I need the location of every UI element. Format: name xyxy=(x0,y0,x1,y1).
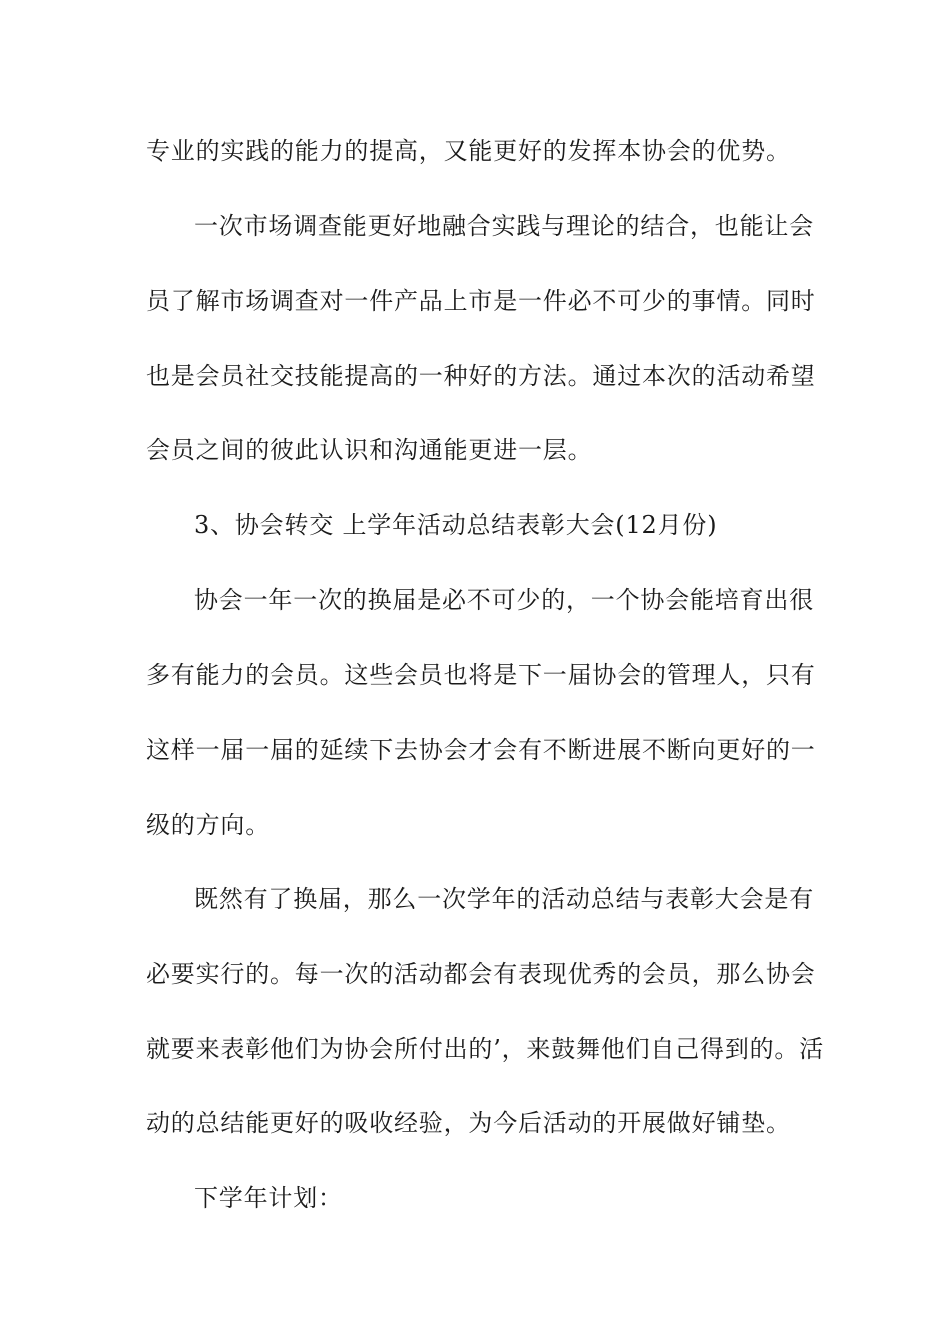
paragraph-line: 就要来表彰他们为协会所付出的’，来鼓舞他们自己得到的。活 xyxy=(146,1035,825,1063)
paragraph-line: 也是会员社交技能提高的一种好的方法。通过本次的活动希望 xyxy=(146,362,816,390)
paragraph-line: 必要实行的。每一次的活动都会有表现优秀的会员，那么协会 xyxy=(146,960,816,988)
section-heading: 3、协会转交 上学年活动总结表彰大会(12月份) xyxy=(194,511,718,539)
paragraph-line: 专业的实践的能力的提高，又能更好的发挥本协会的优势。 xyxy=(146,137,791,165)
paragraph-line: 级的方向。 xyxy=(146,811,270,839)
paragraph-line: 一次市场调查能更好地融合实践与理论的结合，也能让会 xyxy=(194,212,814,240)
paragraph-line: 多有能力的会员。这些会员也将是下一届协会的管理人，只有 xyxy=(146,661,816,689)
paragraph-line: 这样一届一届的延续下去协会才会有不断进展不断向更好的一 xyxy=(146,736,816,764)
paragraph-line: 会员之间的彼此认识和沟通能更进一层。 xyxy=(146,436,593,464)
next-year-plan-heading: 下学年计划： xyxy=(194,1184,343,1212)
paragraph-line: 协会一年一次的换届是必不可少的，一个协会能培育出很 xyxy=(194,586,814,614)
paragraph-line: 动的总结能更好的吸收经验，为今后活动的开展做好铺垫。 xyxy=(146,1109,791,1137)
paragraph-line: 既然有了换届，那么一次学年的活动总结与表彰大会是有 xyxy=(194,885,814,913)
paragraph-line: 员了解市场调查对一件产品上市是一件必不可少的事情。同时 xyxy=(146,287,816,315)
